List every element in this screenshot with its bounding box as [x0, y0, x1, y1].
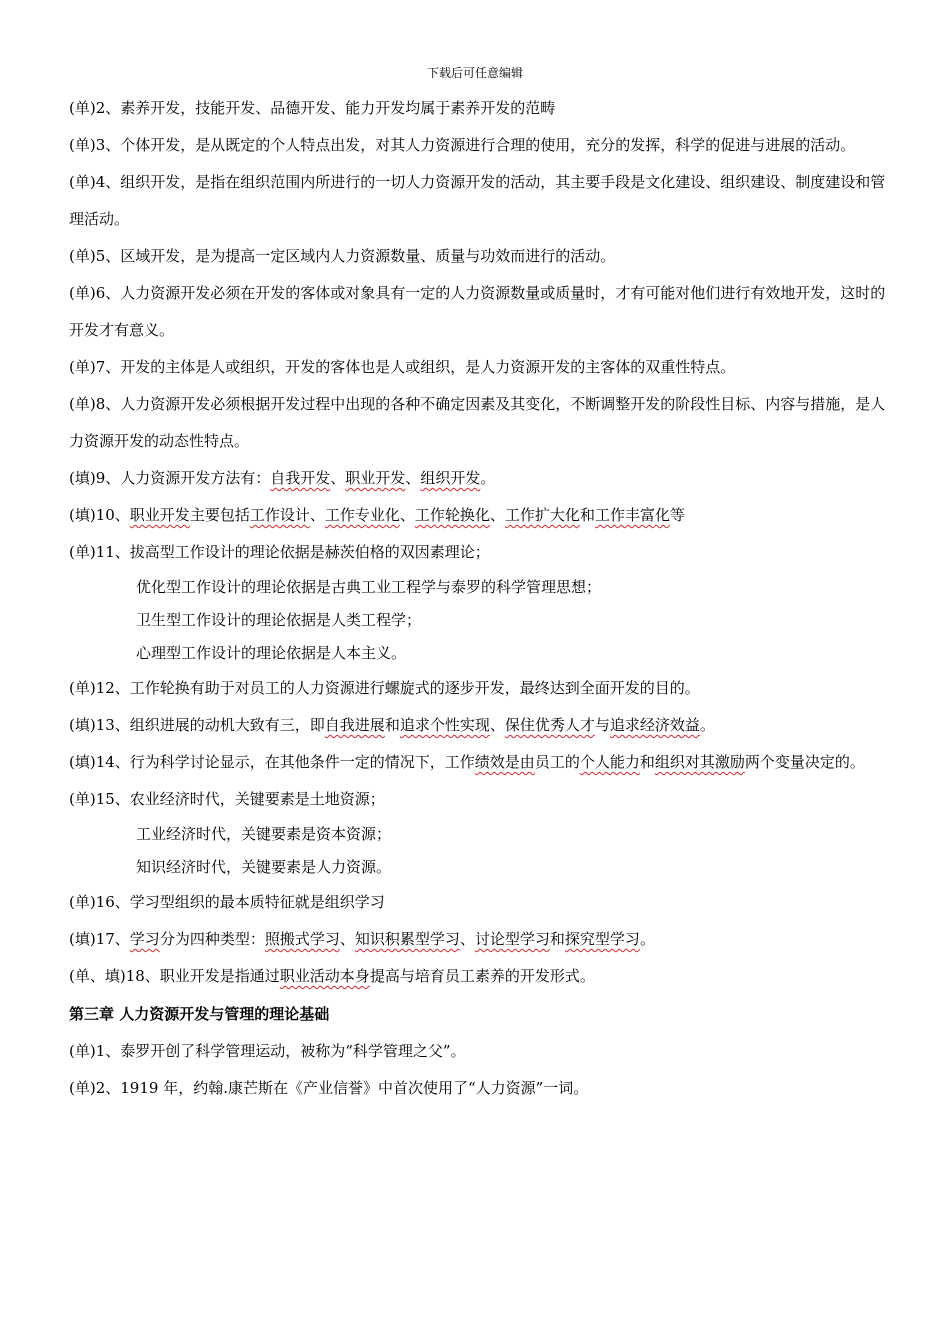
answer-underline: 绩效是由: [474, 753, 535, 771]
item-10: [69, 497, 889, 534]
item-text: 与: [594, 716, 610, 734]
item-text: (单)16、学习型组织的最本质特征就是组织学习: [69, 893, 385, 911]
answer-underline: 照搬式学习: [264, 930, 340, 948]
chapter-heading: 第三章 人力资源开发与管理的理论基础: [69, 1005, 330, 1023]
item-text: 、: [405, 469, 421, 487]
answer-underline: 工作丰富化: [594, 506, 670, 524]
item-text: 和: [579, 506, 595, 524]
item-9: [69, 460, 889, 497]
item-text: (单)15、农业经济时代，关键要素是土地资源；: [69, 790, 385, 808]
item-7: [69, 349, 889, 386]
item-text: 分为四种类型：: [159, 930, 265, 948]
item-text: (单)3、个体开发，是从既定的个人特点出发，对其人力资源进行合理的使用，充分的发挥，科学的促进与进展的活动。: [69, 136, 856, 154]
item-12: [69, 670, 889, 707]
answer-underline: 工作专业化: [324, 506, 400, 524]
answer-underline: 职业开发: [345, 469, 406, 487]
item-text: (单)2、素养开发，技能开发、品德开发、能力开发均属于素养开发的范畴: [69, 99, 556, 117]
item-text: (填)13、组织进展的动机大致有三，即: [69, 716, 325, 734]
item-text: (单)1、泰罗开创了科学管理运动，被称为“科学管理之父”。: [69, 1042, 466, 1060]
item-text: (单、填)18、职业开发是指通过: [69, 967, 280, 985]
item-2: [69, 90, 889, 127]
answer-underline: 工作设计: [249, 506, 310, 524]
item-text: (单)11、拔高型工作设计的理论依据是赫茨伯格的双因素理论；: [69, 543, 490, 561]
item-text: 、: [309, 506, 325, 524]
item-text: 、: [489, 506, 505, 524]
sub-line: 工业经济时代，关键要素是资本资源；: [136, 825, 392, 843]
sub-line: 卫生型工作设计的理论依据是人类工程学；: [136, 611, 422, 629]
item-text: (填)14、行为科学讨论显示，在其他条件一定的情况下，工作: [69, 753, 475, 771]
item-text: 。: [480, 469, 496, 487]
sub-line: 知识经济时代，关键要素是人力资源。: [136, 858, 392, 876]
item-16: [69, 884, 889, 921]
item-11: [69, 534, 889, 670]
chapter-item-2: [69, 1070, 889, 1107]
answer-underline: 探究型学习: [564, 930, 640, 948]
item-text: (填)17、: [69, 930, 130, 948]
item-text: 、: [330, 469, 346, 487]
answer-underline: 组织开发: [420, 469, 481, 487]
item-text: 。: [639, 930, 655, 948]
sub-line: 优化型工作设计的理论依据是古典工业工程学与泰罗的科学管理思想；: [136, 578, 602, 596]
item-text: 员工的: [534, 753, 580, 771]
item-text: (单)4、组织开发，是指在组织范围内所进行的一切人力资源开发的活动，其主要手段是文化建设、组织建设、制度建设和管理活动。: [69, 173, 886, 228]
answer-underline: 组织对其激励: [654, 753, 745, 771]
answer-underline: 工作扩大化: [504, 506, 580, 524]
item-14: [69, 744, 889, 781]
item-text: (单)6、人力资源开发必须在开发的客体或对象具有一定的人力资源数量或质量时，才有可能对他们进行有效地开发，这时的开发才有意义。: [69, 284, 886, 339]
answer-underline: 工作轮换化: [414, 506, 490, 524]
document-body: [69, 90, 889, 1107]
item-text: (单)2、1919 年，约翰.康芒斯在《产业信誉》中首次使用了“人力资源”一词。: [69, 1079, 589, 1097]
item-text: (单)7、开发的主体是人或组织，开发的客体也是人或组织，是人力资源开发的主客体的双重性特点。: [69, 358, 736, 376]
item-text: (单)5、区域开发，是为提高一定区域内人力资源数量、质量与功效而进行的活动。: [69, 247, 616, 265]
item-text: 、: [399, 506, 415, 524]
item-text: 和: [639, 753, 655, 771]
answer-underline: 个人能力: [579, 753, 640, 771]
item-18: [69, 958, 889, 995]
item-text: 和: [384, 716, 400, 734]
item-text: (填)9、人力资源开发方法有：: [69, 469, 271, 487]
item-text: 、: [339, 930, 355, 948]
answer-underline: 追求经济效益: [609, 716, 700, 734]
answer-underline: 自我进展: [324, 716, 385, 734]
answer-underline: 讨论型学习: [474, 930, 550, 948]
item-text: 。: [699, 716, 715, 734]
item-15: [69, 781, 889, 884]
answer-underline: 知识积累型学习: [354, 930, 460, 948]
item-13: [69, 707, 889, 744]
answer-underline: 追求个性实现: [399, 716, 490, 734]
item-text: (填)10、: [69, 506, 130, 524]
sub-line: 心理型工作设计的理论依据是人本主义。: [136, 644, 407, 662]
item-text: 和: [549, 930, 565, 948]
item-4: [69, 164, 889, 238]
item-text: 提高与培育员工素养的开发形式。: [369, 967, 595, 985]
item-8: [69, 386, 889, 460]
answer-underline: 保住优秀人才: [504, 716, 595, 734]
answer-underline: 职业活动本身: [279, 967, 370, 985]
item-text: (单)12、工作轮换有助于对员工的人力资源进行螺旋式的逐步开发，最终达到全面开发的目的。: [69, 679, 700, 697]
answer-underline: 学习: [129, 930, 160, 948]
item-text: 、: [459, 930, 475, 948]
answer-underline: 自我开发: [270, 469, 331, 487]
item-5: [69, 238, 889, 275]
item-text: 两个变量决定的。: [744, 753, 865, 771]
chapter-item-1: [69, 1033, 889, 1070]
item-text: (单)8、人力资源开发必须根据开发过程中出现的各种不确定因素及其变化，不断调整开发的阶段性目标、内容与措施，是人力资源开发的动态性特点。: [69, 395, 886, 450]
item-text: 主要包括: [189, 506, 250, 524]
item-text: 等: [669, 506, 685, 524]
page-header: 下载后可任意编辑: [426, 66, 523, 80]
item-6: [69, 275, 889, 349]
answer-underline: 职业开发: [129, 506, 190, 524]
item-17: [69, 921, 889, 958]
item-3: [69, 127, 889, 164]
item-text: 、: [489, 716, 505, 734]
